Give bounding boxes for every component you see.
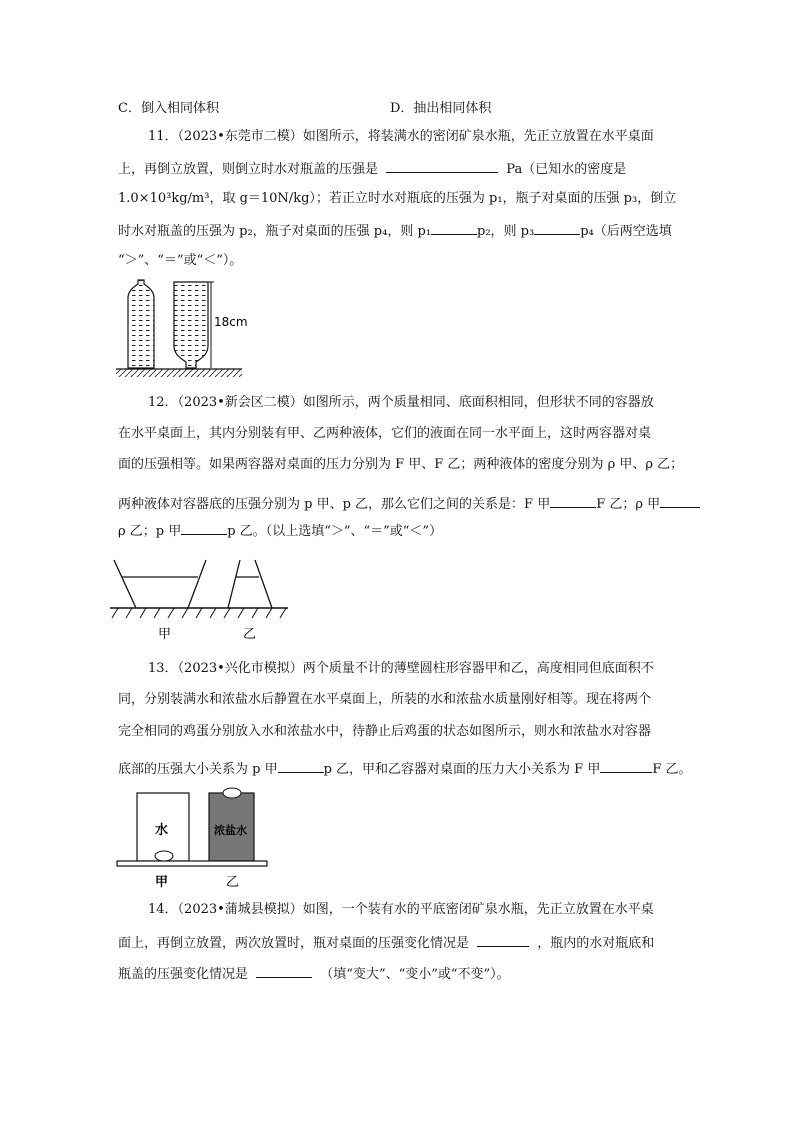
q12-blank-3[interactable] [181,520,227,535]
q12-text: ρ 乙；p 甲 [118,524,182,539]
q12-text: 两种液体对容器底的压强分别为 p 甲、p 乙，那么它们之间的关系是：F 甲 [118,497,551,512]
label-brine: 浓盐水 [214,824,247,837]
q12-line-3: 面的压强相等。如果两容器对桌面的压力分别为 F 甲、F 乙；两种液体的密度分别为 ρ 甲、ρ 乙； [118,457,684,472]
q11-text: 时水对瓶盖的压强为 p₂，瓶子对桌面的压强 p₄，则 p₁ [118,224,431,239]
q13-line-2: 同，分别装满水和浓盐水后静置在水平桌面上，所装的水和浓盐水质量刚好相等。现在将两个 [118,692,652,707]
q14-text: 瓶盖的压强变化情况是 [118,967,249,982]
q11-blank-1[interactable] [386,158,498,173]
q12-line-4 [118,493,700,515]
container-brine [209,788,254,861]
q12-blank-1[interactable] [550,493,596,508]
q14-blank-2[interactable] [256,963,312,978]
q13-text: 底部的压强大小关系为 p 甲 [118,762,278,777]
q12-blank-2[interactable] [660,493,700,508]
label-jia: 甲 [155,875,169,890]
q11-line-3: 1.0×10³kg/m³，取 g＝10N/kg）；若正立时水对瓶底的压强为 p₁，瓶子对桌面的压强 p₃，倒立 [118,191,677,206]
height-label: 18cm [214,315,248,329]
label-water: 水 [155,823,169,838]
q11-line-1: 11．（2023•东莞市二模）如图所示，将装满水的密闭矿泉水瓶，先正立放置在水平桌面 [148,129,654,144]
q11-blank-2[interactable] [431,220,477,235]
q14-blank-1[interactable] [477,932,529,947]
container-water [137,793,189,861]
q13-line-4 [118,758,692,780]
q13-blank-2[interactable] [600,758,652,773]
q12-text: p 乙。（以上选填“＞”、“＝”或“＜”） [227,524,443,539]
q14-text: （填“变大”、“变小”或“不变”）。 [320,967,510,982]
option-c: C．倒入相同体积 [118,101,219,116]
egg-sunk-icon [155,851,173,861]
q11-text: p₂，则 p₃ [477,224,535,239]
q14-text: ，瓶内的水对瓶底和 [537,936,655,951]
q12-line-1: 12．（2023•新会区二模）如图所示，两个质量相同、底面积相同，但形状不同的容器放 [148,395,654,410]
q11-text: Pa（已知水的密度是 [506,162,627,177]
containers-figure [110,550,300,650]
q11-line-5: “＞”、“＝”或“＜”）。 [118,253,243,268]
q11-text: p₄（后两空选填 [580,224,672,239]
q12-text: F 乙；ρ 甲 [596,497,661,512]
bottle-figure [110,278,250,382]
q13-text: F 乙。 [652,762,692,777]
egg-floating-icon [223,788,241,798]
q13-line-3: 完全相同的鸡蛋分别放入水和浓盐水中，待静止后鸡蛋的状态如图所示，则水和浓盐水对容器 [118,724,652,739]
q14-line-2 [118,932,654,954]
option-d: D．抽出相同体积 [390,101,492,116]
q11-line-4 [118,220,672,242]
q14-text: 面上，再倒立放置，两次放置时，瓶对桌面的压强变化情况是 [118,936,470,951]
q13-text: p 乙，甲和乙容器对桌面的压力大小关系为 F 甲 [323,762,601,777]
label-yi: 乙 [243,627,257,642]
q14-line-1: 14．（2023•蒲城县模拟）如图，一个装有水的平底密闭矿泉水瓶，先正立放置在水平桌 [148,902,654,917]
q11-text: 上，再倒立放置，则倒立时水对瓶盖的压强是 [118,162,379,177]
q12-line-2: 在水平桌面上，其内分别装有甲、乙两种液体，它们的液面在同一水平面上，这时两容器对桌 [118,426,652,441]
upright-bottle [128,280,154,368]
label-jia: 甲 [158,627,172,642]
q13-line-1: 13．（2023•兴化市模拟）两个质量不计的薄壁圆柱形容器甲和乙，高度相同但底面积不 [148,661,654,676]
q12-line-5 [118,520,442,542]
q11-blank-3[interactable] [534,220,580,235]
inverted-bottle [174,282,208,368]
eggs-figure [115,785,275,895]
q11-line-2 [118,158,626,180]
q13-blank-1[interactable] [278,758,324,773]
container-jia [114,560,206,608]
container-yi [228,560,272,608]
label-yi: 乙 [226,875,240,890]
q14-line-3 [118,963,510,985]
